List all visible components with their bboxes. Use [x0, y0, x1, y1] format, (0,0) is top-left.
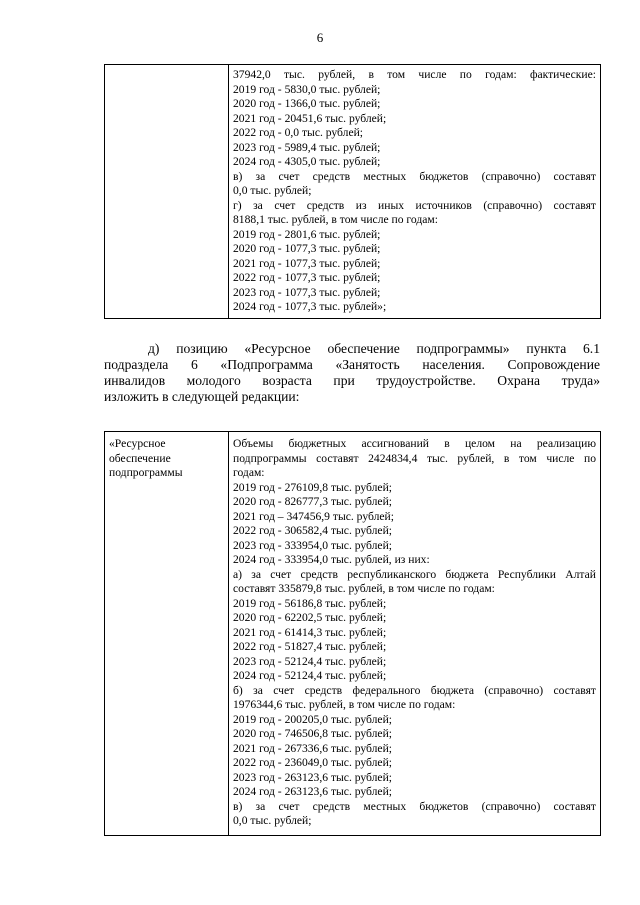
text-line: 8188,1 тыс. рублей, в том числе по годам: — [233, 213, 438, 226]
text-line: 2022 год - 306582,4 тыс. рублей; — [233, 524, 393, 537]
text-line: Объемы бюджетных ассигнований в целом на реализацию — [233, 437, 596, 450]
text-line: 0,0 тыс. рублей; — [233, 814, 312, 827]
text-line: 2019 год - 5830,0 тыс. рублей; — [233, 82, 381, 96]
paragraph-line: изложить в следующей редакции: — [104, 389, 300, 404]
text-line: 2023 год - 52124,4 тыс. рублей; — [233, 654, 387, 668]
text-line: 2019 год - 276109,8 тыс. рублей; — [233, 480, 393, 494]
text-line: 2019 год - 56186,8 тыс. рублей; — [233, 596, 387, 610]
amendment-paragraph — [104, 341, 600, 405]
paragraph-line: подраздела 6 «Подпрограмма «Занятость населения. Сопровождение — [104, 357, 600, 372]
text-line: 2024 год - 52124,4 тыс. рублей; — [233, 669, 387, 682]
text-line: 37942,0 тыс. рублей, в том числе по годам: фактические: — [233, 68, 596, 81]
text-line: 2022 год - 1077,3 тыс. рублей; — [233, 271, 381, 284]
text-line: в) за счет средств местных бюджетов (справочно) составят — [233, 799, 596, 813]
text-line: 2019 год - 200205,0 тыс. рублей; — [233, 712, 393, 726]
text-line: 2021 год - 267336,6 тыс. рублей; — [233, 741, 393, 755]
text-line: 2019 год - 2801,6 тыс. рублей; — [233, 227, 381, 241]
text-line: 2023 год - 333954,0 тыс. рублей; — [233, 538, 393, 552]
text-line: 2022 год - 51827,4 тыс. рублей; — [233, 640, 387, 653]
label-cell — [105, 432, 229, 836]
page-number: 6 — [316, 30, 324, 45]
table-row — [105, 432, 601, 836]
text-line: 2023 год - 263123,6 тыс. рублей; — [233, 770, 393, 784]
text-line: 1976344,6 тыс. рублей, в том числе по годам: — [233, 698, 456, 711]
text-line: годам: — [233, 466, 265, 479]
text-line: 2021 год – 347456,9 тыс. рублей; — [233, 509, 394, 523]
paragraph-line: инвалидов молодого возраста при трудоустройстве. Охрана труда» — [104, 373, 600, 388]
table-row — [105, 65, 601, 319]
text-line: 2022 год - 0,0 тыс. рублей; — [233, 126, 364, 139]
text-line: 2022 год - 236049,0 тыс. рублей; — [233, 756, 393, 769]
text-line: в) за счет средств местных бюджетов (справочно) составят — [233, 169, 596, 183]
text-line: 2024 год - 4305,0 тыс. рублей; — [233, 155, 381, 168]
text-line: составят 335879,8 тыс. рублей, в том числе по годам: — [233, 582, 495, 595]
text-line: 2024 год - 263123,6 тыс. рублей; — [233, 785, 393, 798]
text-line: а) за счет средств республиканского бюджета Республики Алтай — [233, 567, 596, 581]
text-line: 2021 год - 20451,6 тыс. рублей; — [233, 111, 387, 125]
resource-table — [104, 431, 601, 836]
text-line: 2021 год - 61414,3 тыс. рублей; — [233, 625, 387, 639]
text-line: 2020 год - 826777,3 тыс. рублей; — [233, 495, 393, 508]
text-line: 2020 год - 1077,3 тыс. рублей; — [233, 242, 381, 255]
text-line: 2021 год - 1077,3 тыс. рублей; — [233, 256, 381, 270]
text-line: 2020 год - 62202,5 тыс. рублей; — [233, 611, 387, 624]
text-line: 2020 год - 1366,0 тыс. рублей; — [233, 97, 381, 110]
paragraph-line: д) позицию «Ресурсное обеспечение подпрограммы» пункта 6.1 — [148, 341, 600, 356]
text-line: 2023 год - 1077,3 тыс. рублей; — [233, 285, 381, 299]
label-cell — [105, 65, 229, 319]
text-line: 2023 год - 5989,4 тыс. рублей; — [233, 140, 381, 154]
content-cell — [229, 65, 601, 319]
resource-table-continued — [104, 64, 601, 319]
label-line: подпрограммы — [109, 466, 183, 479]
label-line: обеспечение — [109, 451, 171, 465]
text-line: 2024 год - 1077,3 тыс. рублей»; — [233, 300, 387, 313]
text-line: г) за счет средств из иных источников (справочно) составят — [233, 198, 596, 212]
text-line: б) за счет средств федерального бюджета (справочно) составят — [233, 683, 596, 697]
label-line: «Ресурсное — [109, 437, 166, 450]
text-line: 0,0 тыс. рублей; — [233, 184, 312, 197]
text-line: 2020 год - 746506,8 тыс. рублей; — [233, 727, 393, 740]
content-cell — [229, 432, 601, 836]
text-line: 2024 год - 333954,0 тыс. рублей, из них: — [233, 553, 430, 566]
text-line: подпрограммы составят 2424834,4 тыс. рублей, в том числе по — [233, 451, 596, 465]
